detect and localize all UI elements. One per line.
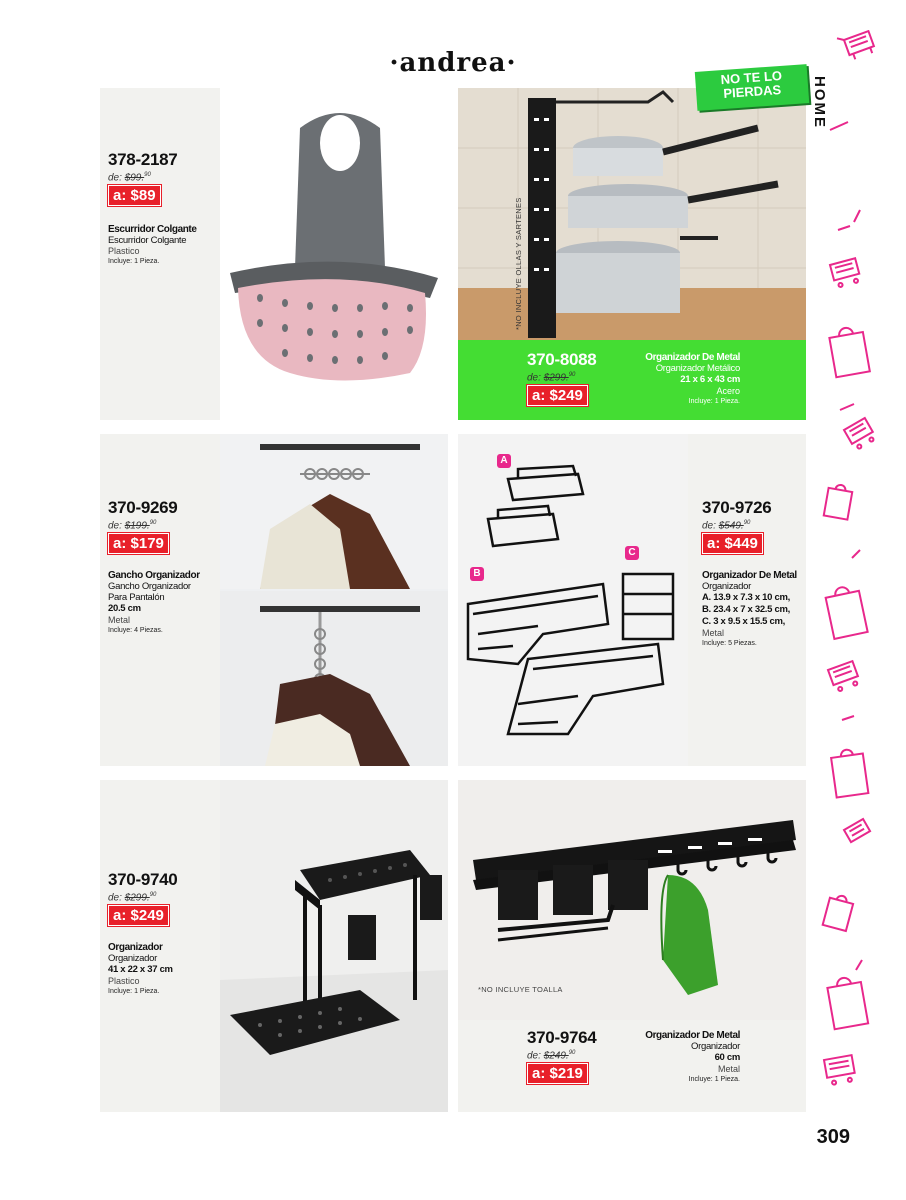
old-price: de: $99.90: [108, 172, 151, 184]
product-details: [108, 498, 220, 636]
bag-icon: [824, 483, 853, 520]
product-description-line: Gancho Organizador: [108, 581, 191, 593]
product-photo: [458, 434, 688, 766]
product-includes: Incluye: 1 Pieza.: [688, 398, 740, 405]
product-description: Organizador Metálico: [655, 363, 740, 374]
sale-price: a: $249: [527, 385, 588, 406]
variant-tag-a: A: [497, 454, 511, 468]
cart-bag-icon-strip: [820, 30, 880, 1110]
bag-icon: [824, 584, 867, 639]
variant-tag-b: B: [470, 567, 484, 581]
pot-organizer-image: [458, 88, 806, 340]
product-code: 370-8088: [527, 350, 597, 369]
product-material: Plastico: [108, 246, 140, 257]
cart-icon: [844, 819, 870, 842]
bag-icon: [823, 893, 855, 931]
cart-icon: [830, 258, 861, 288]
hanger-organizer-image: [220, 434, 448, 766]
product-code: 370-9740: [108, 870, 178, 889]
product-material: Plastico: [108, 976, 140, 987]
wall-rail-organizer-image: [458, 780, 806, 1020]
product-photo: [220, 434, 448, 766]
product-measure: 21 x 6 x 43 cm: [680, 374, 740, 385]
old-price: de: $299.90: [108, 892, 157, 904]
product-description-line: Para Pantalón: [108, 592, 165, 604]
product-includes: Incluye: 5 Piezas.: [702, 640, 757, 648]
disclaimer-note: *NO INCLUYE TOALLA: [478, 985, 563, 994]
under-sink-organizer-image: [220, 780, 448, 1112]
sale-price: a: $179: [108, 533, 169, 554]
old-price: de: $249.90: [527, 1050, 576, 1062]
cart-icon: [824, 1055, 856, 1085]
section-label: HOME: [811, 76, 828, 129]
sale-price: a: $219: [527, 1063, 588, 1084]
product-details: [702, 498, 806, 649]
metal-rack-set-image: [458, 434, 688, 766]
product-photo: [458, 88, 806, 340]
variant-tag-c: C: [625, 546, 639, 560]
old-price: de: $299.90: [527, 372, 576, 384]
product-includes: Incluye: 4 Piezas.: [108, 627, 163, 635]
product-photo: [458, 780, 806, 1020]
product-includes: Incluye: 1 Pieza.: [108, 988, 160, 996]
product-code: 370-9269: [108, 498, 178, 517]
cart-icon: [837, 30, 876, 63]
page-number: 309: [816, 1126, 850, 1148]
product-material: Metal: [702, 628, 725, 639]
product-description: Organizador: [691, 1041, 740, 1052]
product-code: 378-2187: [108, 150, 178, 169]
old-price: de: $549.90: [702, 520, 751, 532]
sale-price: a: $89: [108, 185, 161, 206]
product-description: Organizador: [702, 581, 751, 593]
product-code: 370-9726: [702, 498, 772, 517]
product-material: Metal: [717, 1064, 740, 1074]
product-measure: A. 13.9 x 7.3 x 10 cm,: [702, 592, 790, 604]
product-material: Metal: [108, 615, 131, 626]
cart-icon: [828, 661, 861, 692]
product-details: [108, 870, 220, 997]
product-specs: [620, 352, 740, 407]
product-name: Organizador De Metal: [702, 570, 797, 582]
product-measure: C. 3 x 9.5 x 15.5 cm,: [702, 616, 785, 628]
cart-icon: [844, 418, 877, 451]
product-measure: 41 x 22 x 37 cm: [108, 964, 173, 976]
product-measure: B. 23.4 x 7 x 32.5 cm,: [702, 604, 790, 616]
bag-icon: [830, 748, 868, 798]
brand-logo: ·andrea·: [389, 48, 517, 78]
sink-caddy-image: [220, 88, 448, 420]
product-measure: 20.5 cm: [108, 603, 141, 615]
old-price: de: $199.90: [108, 520, 157, 532]
product-name: Gancho Organizador: [108, 570, 200, 582]
product-name: Organizador De Metal: [645, 352, 740, 363]
promo-badge: NO TE LO PIERDAS: [695, 64, 809, 111]
product-details: [108, 150, 220, 267]
product-includes: Incluye: 1 Pieza.: [688, 1076, 740, 1083]
product-name: Organizador De Metal: [645, 1030, 740, 1041]
product-description: Organizador: [108, 953, 157, 965]
product-description: Escurridor Colgante: [108, 235, 187, 247]
bag-icon: [828, 325, 870, 377]
product-name: Organizador: [108, 942, 163, 954]
product-name: Escurridor Colgante: [108, 224, 197, 236]
product-measure: 60 cm: [714, 1052, 740, 1063]
product-material: Acero: [716, 386, 740, 396]
product-code: 370-9764: [527, 1028, 597, 1047]
sale-price: a: $249: [108, 905, 169, 926]
sale-price: a: $449: [702, 533, 763, 554]
product-specs: [620, 1030, 740, 1085]
bag-icon: [826, 975, 868, 1029]
disclaimer-note: *NO INCLUYE OLLAS Y SARTENES: [514, 197, 523, 330]
product-photo: [220, 780, 448, 1112]
product-includes: Incluye: 1 Pieza.: [108, 258, 160, 266]
product-photo: [220, 88, 448, 420]
